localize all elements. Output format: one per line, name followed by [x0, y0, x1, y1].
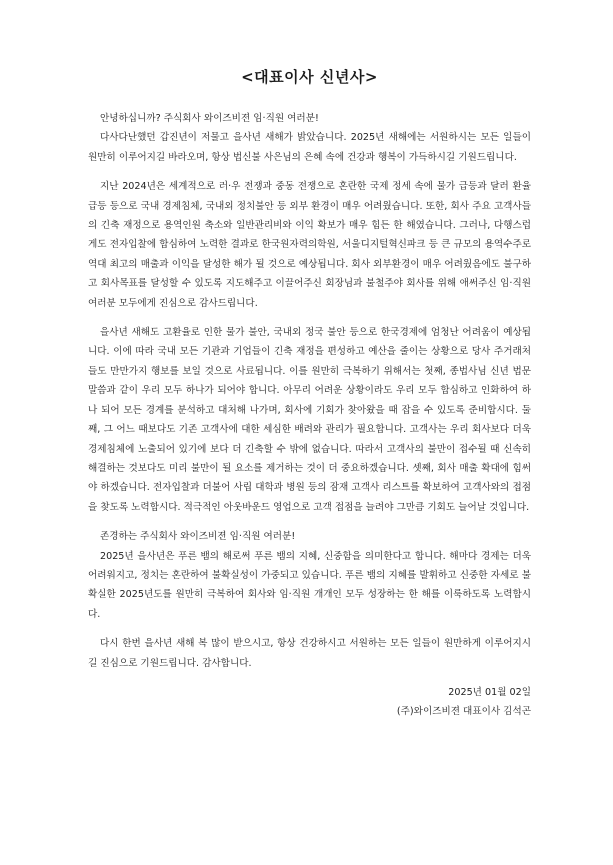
paragraph-greeting — [88, 109, 531, 167]
paragraph-closing — [88, 634, 531, 673]
paragraph-blue-snake — [88, 527, 531, 624]
paragraph-line: 지난 2024년은 세계적으로 러·우 전쟁과 중동 전쟁으로 혼란한 국제 정세 속에 물가 급등과 달러 환율 급등 등으로 국내 경제침체, 국내외 정치불안 등 외부 환경이 매우 어려웠습니다. 또한, 회사 주요 고객사들의 긴축 재정으로 용역인원 축소와 일반관리비와 이익 확보가 매우 힘든 한 해였습니다. 그러나, 다행스럽게도 전자입찰에 합심하여 노력한 결과로 한국원자력의학원, 서울디지털혁신파크 등 큰 규모의 용역수주로 역대 최고의 매출과 이익을 달성한 해가 될 것으로 예상됩니다. 회사 외부환경이 매우 어려웠음에도 불구하고 회사목표를 달성할 수 있도록 지도해주고 이끌어주신 회장님과 불철주야 회사를 위해 애써주신 임·직원 여러분 모두에게 진심으로 감사드립니다. — [88, 181, 531, 309]
paragraph-line: 2025년 을사년은 푸른 뱀의 해로써 푸른 뱀의 지혜, 신중함을 의미한다고 합니다. 해마다 경제는 더욱 어려워지고, 정치는 혼란하여 불확실성이 가중되고 있습니다. 푸른 뱀의 지혜를 발휘하고 신중한 자세로 불확실한 2025년도를 원만히 극복하여 회사와 임·직원 개개인 모두 성장하는 한 해를 이룩하도록 노력합시다. — [88, 550, 531, 620]
signature-author: (주)와이즈비젼 대표이사 김석곤 — [396, 705, 531, 717]
page-title: <대표이사 신년사> — [241, 68, 378, 86]
paragraph-2025-outlook — [88, 323, 531, 517]
paragraph-line: 다시 한번 을사년 새해 복 많이 받으시고, 항상 건강하시고 서원하는 모든 일들이 원만하게 이루어지시길 진심으로 기원드립니다. 감사합니다. — [88, 638, 531, 669]
paragraph-line: 을사년 새해도 고환율로 인한 물가 불안, 국내외 정국 불안 등으로 한국경제에 엄청난 어려움이 예상됩니다. 이에 따라 국내 모든 기관과 기업들이 긴축 재정을 편성하고 예산을 줄이는 상황으로 당사 주거래처들도 만만가지 행보를 보일 것으로 사료됩니다. 이를 원만히 극복하기 위해서는 첫째, 종법사님 신년 법문 말씀과 같이 우리 모두 하나가 되어야 합니다. 아무리 어려운 상황이라도 우리 모두 합심하고 인화하여 하나 되어 모든 경계를 분석하고 대처해 나가며, 회사에 기회가 찾아왔을 때 잡을 수 있도록 준비합시다. 둘째, 그 어느 때보다도 기존 고객사에 대한 세심한 배려와 관리가 필요합니다. 고객사는 우리 회사보다 더욱 경제침체에 노출되어 있기에 보다 더 긴축할 수 밖에 없습니다. 따라서 고객사의 불만이 접수될 때 신속히 해결하는 것보다도 미리 불만이 될 요소를 제거하는 것이 더 중요하겠습니다. 셋째, 회사 매출 확대에 힘써야 하겠습니다. 전자입찰과 더불어 사립 대학과 병원 등의 잠재 고객사 리스트를 확보하여 고객사와의 접점을 찾도록 노력합시다. 적극적인 아웃바운드 영업으로 고객 접점을 늘려야 그만큼 기회도 늘어날 것입니다. — [88, 327, 531, 513]
paragraph-2024-review — [88, 177, 531, 313]
signature-block — [88, 683, 531, 721]
paragraph-line: 존경하는 주식회사 와이즈비젼 임·직원 여러분! — [100, 531, 296, 543]
signature-date: 2025년 01월 02일 — [448, 686, 531, 698]
paragraph-line: 안녕하십니까? 주식회사 와이즈비젼 임·직원 여러분! — [100, 113, 319, 124]
paragraph-line: 다사다난했던 갑진년이 저물고 을사년 새해가 밝았습니다. 2025년 새해에는 서원하시는 모든 일들이 원만히 이루어지길 바라오며, 항상 법신불 사은님의 은혜 속에 건강과 행복이 가득하시길 기원드립니다. — [88, 132, 531, 163]
